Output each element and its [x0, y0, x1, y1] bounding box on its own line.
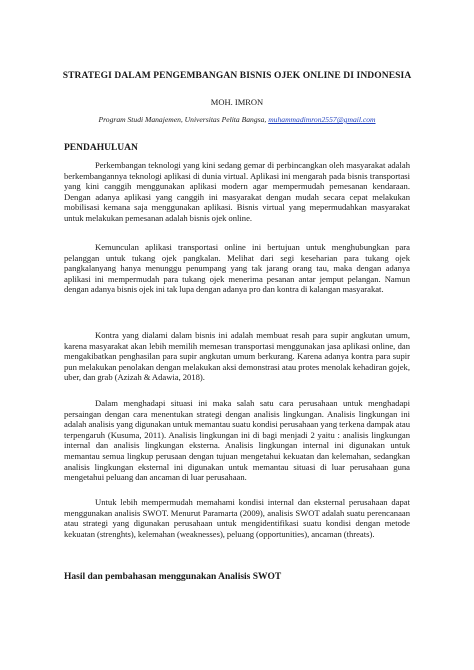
- author-name: MOH. IMRON: [210, 97, 264, 107]
- paragraph: Kemunculan aplikasi transportasi online ini bertujuan untuk menghubungkan para pelanggan untuk tukang ojek pangkalan. Melihat dari segi keseharian para tukang ojek pangkalanyang hanya menunggu penumpang yang tak jarang orang tau, maka dengan adanya aplikasi ini mempermudah para tukang ojek menerima pesanan antar jemput pelangan. Namun dengan adanya bisnis ojek ini tak lupa dengan adanya pro dan kontra di kalangan masyarakat.: [64, 242, 410, 295]
- paragraph: Untuk lebih mempermudah memahami kondisi internal dan eksternal perusahaan dapat menggunakan analisis SWOT. Menurut Paramarta (2009), analisis SWOT adalah suatu perencanaan atau strategi yang digunakan perusahaan untuk mengidentifikasi suatu kondisi dengan metode kekuatan (strenghts), kelemahan (weaknesses), peluang (opportunities), ancaman (threats).: [64, 497, 410, 539]
- paper-title: STRATEGI DALAM PENGEMBANGAN BISNIS OJEK ONLINE DI INDONESIA: [62, 71, 412, 81]
- section-heading-results: Hasil dan pembahasan menggunakan Analisis SWOT: [64, 572, 282, 582]
- paragraph: Kontra yang dialami dalam bisnis ini adalah membuat resah para supir angkutan umum, karena masyarakat akan lebih memilih memesan transportasi menggunakan jasa aplikasi online, dan mengakibatkan penghasilan para supir angkutan umum berkurang. Karena adanya kontra para supir pun melakukan penolakan dengan melakukan aksi demonstrasi atau protes menolak kehadiran gojek, uber, dan grab (Azizah & Adawia, 2018).: [64, 330, 410, 383]
- affiliation-text: Program Studi Manajemen, Universitas Pelita Bangsa,: [98, 115, 267, 124]
- affiliation-line: [40, 115, 434, 125]
- paragraph: Perkembangan teknologi yang kini sedang gemar di perbincangkan oleh masyarakat adalah berkembangannya teknologi aplikasi di dunia virtual. Aplikasi ini mengarah pada bisnis transportasi yang kini canggih menggunakan aplikasi modern agar mempermudah pemesanan kendaraan. Dengan adanya aplikasi yang canggih ini masyarakat dengan mudah secara cepat melakukan mobilisasi kemana saja menggunakan aplikasi. Bisnis virtual yang mepermudahkan masyarakat untuk melakukan pemesanan adalah bisnis ojek online.: [64, 160, 410, 223]
- paragraph: Dalam menghadapi situasi ini maka salah satu cara perusahaan untuk menghadapi persaingan dengan cara menentukan strategi dengan analisis lingkungan. Analisis lingkungan ini adalah analisis yang digunakan untuk memantau suatu kondisi perusahaan yang terkena dampak atau terpengaruh (Kusuma, 2011). Analisis lingkungan ini di bagi menjadi 2 yaitu : analisis lingkungan internal dan analisis lingkungan eksterna. Analisis lingkungan internal ini digunakan untuk memantau semua lingkup perusaan dengan tujuan mengetahui kekuatan dan kelemahan, sedangkan analisis lingkungan eksternal ini digunakan untuk memantau situasi di luar perusahaan guna mengetahui peluang dan ancaman di luar perusahaan.: [64, 398, 410, 483]
- section-heading-pendahuluan: PENDAHULUAN: [64, 143, 138, 153]
- author-email-link[interactable]: muhammadimron2557@gmail.com: [268, 115, 376, 124]
